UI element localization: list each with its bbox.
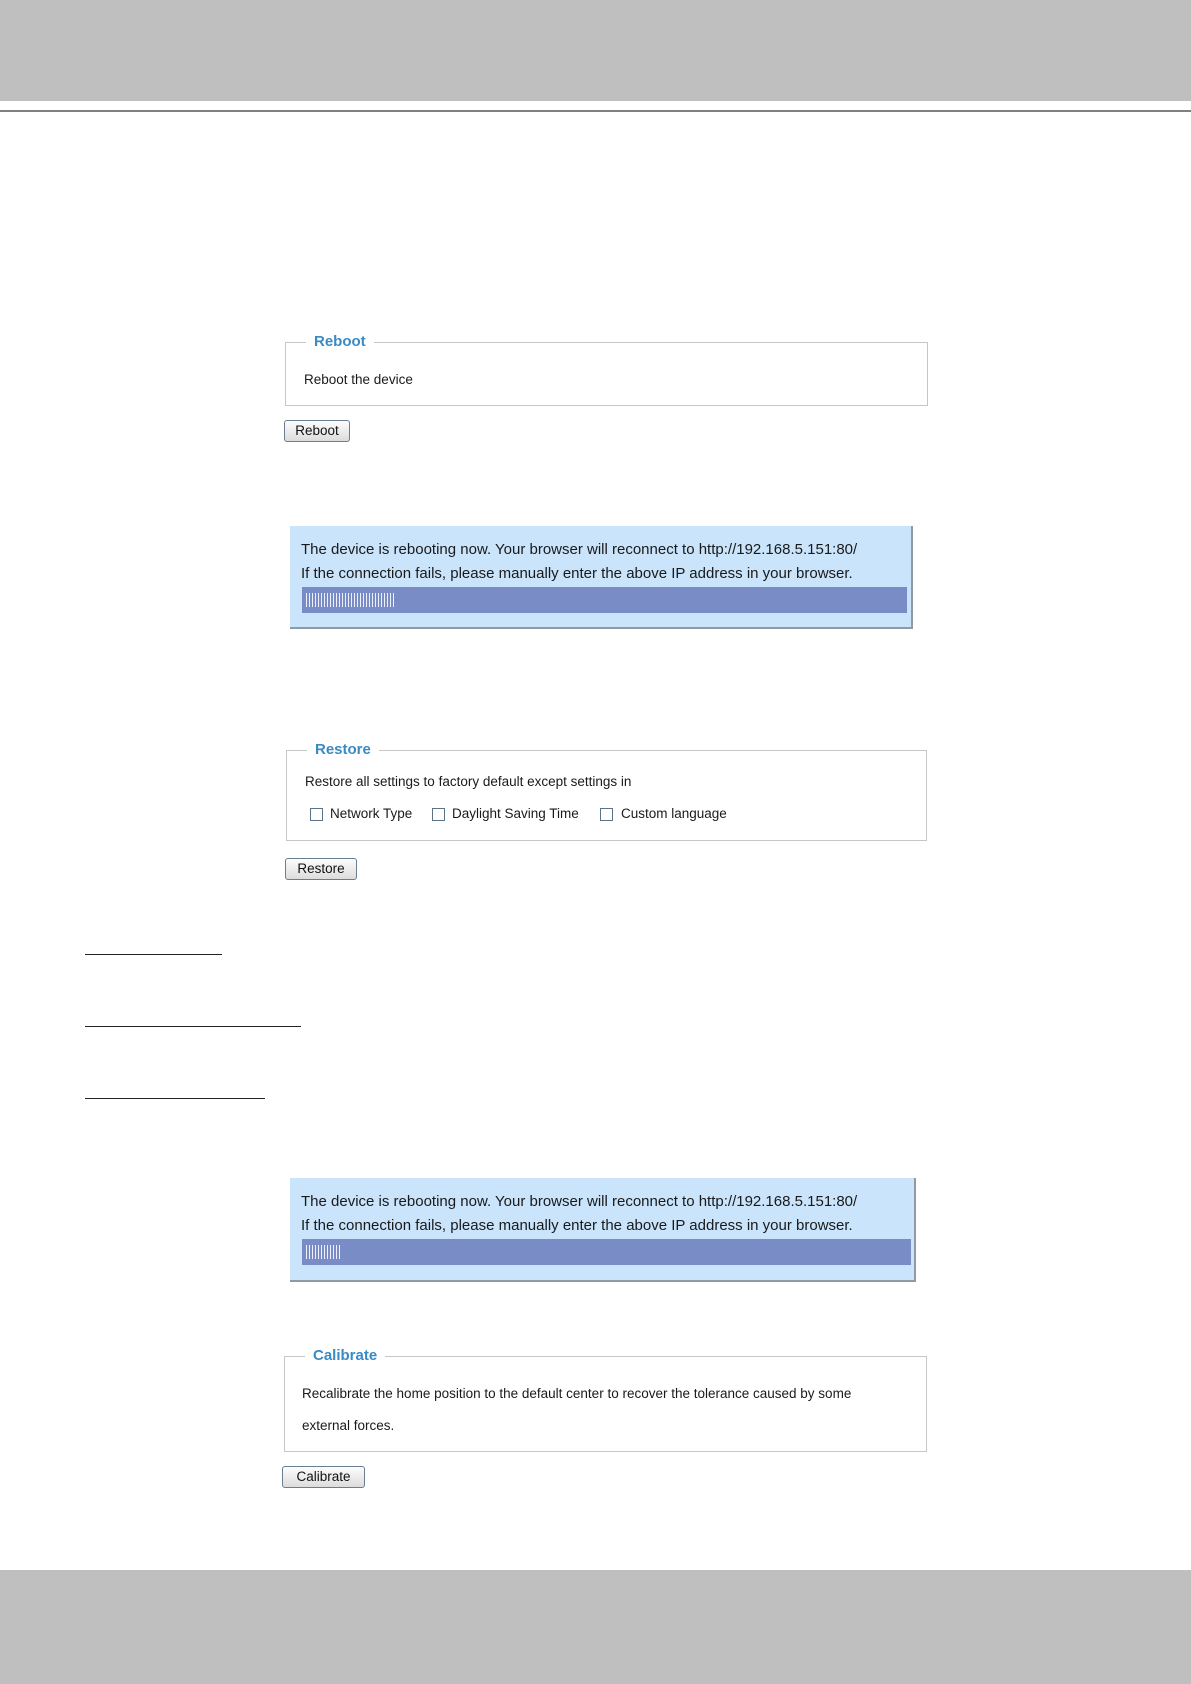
reboot-fieldset xyxy=(285,333,928,406)
restore-progress-fill xyxy=(306,1245,342,1259)
calibrate-button[interactable]: Calibrate xyxy=(282,1466,365,1488)
restore-legend: Restore xyxy=(307,741,379,759)
calibrate-description-line-1: Recalibrate the home position to the default center to recover the tolerance caused by some xyxy=(302,1386,852,1401)
restore-status-box xyxy=(290,1178,916,1282)
restore-button[interactable]: Restore xyxy=(285,858,357,880)
header-rule xyxy=(0,110,1191,112)
restore-fieldset xyxy=(286,741,927,841)
underline-rule-2 xyxy=(85,1026,301,1027)
calibrate-legend: Calibrate xyxy=(305,1347,385,1365)
restore-progress-bar xyxy=(302,1239,911,1265)
calibrate-fieldset xyxy=(284,1347,927,1452)
daylight-saving-label: Daylight Saving Time xyxy=(452,806,579,821)
restore-status-line-1: The device is rebooting now. Your browser will reconnect to http://192.168.5.151:80/ xyxy=(301,1193,858,1210)
underline-rule-1 xyxy=(85,954,222,955)
header-band xyxy=(0,0,1191,101)
reboot-legend: Reboot xyxy=(306,333,374,351)
custom-language-checkbox[interactable] xyxy=(600,808,613,821)
reboot-description: Reboot the device xyxy=(304,372,413,387)
network-type-label: Network Type xyxy=(330,806,413,821)
daylight-saving-checkbox[interactable] xyxy=(432,808,445,821)
custom-language-label: Custom language xyxy=(621,806,727,821)
restore-status-line-2: If the connection fails, please manually enter the above IP address in your browser. xyxy=(301,1217,853,1234)
reboot-status-box xyxy=(290,526,913,629)
restore-description: Restore all settings to factory default except settings in xyxy=(305,774,632,789)
reboot-progress-bar xyxy=(302,587,907,613)
reboot-button[interactable]: Reboot xyxy=(284,420,350,442)
reboot-status-line-2: If the connection fails, please manually enter the above IP address in your browser. xyxy=(301,565,853,582)
reboot-progress-fill xyxy=(306,593,396,607)
underline-rule-3 xyxy=(85,1098,265,1099)
reboot-status-line-1: The device is rebooting now. Your browser will reconnect to http://192.168.5.151:80/ xyxy=(301,541,858,558)
network-type-checkbox[interactable] xyxy=(310,808,323,821)
calibrate-description-line-2: external forces. xyxy=(302,1418,395,1433)
footer-band xyxy=(0,1570,1191,1684)
